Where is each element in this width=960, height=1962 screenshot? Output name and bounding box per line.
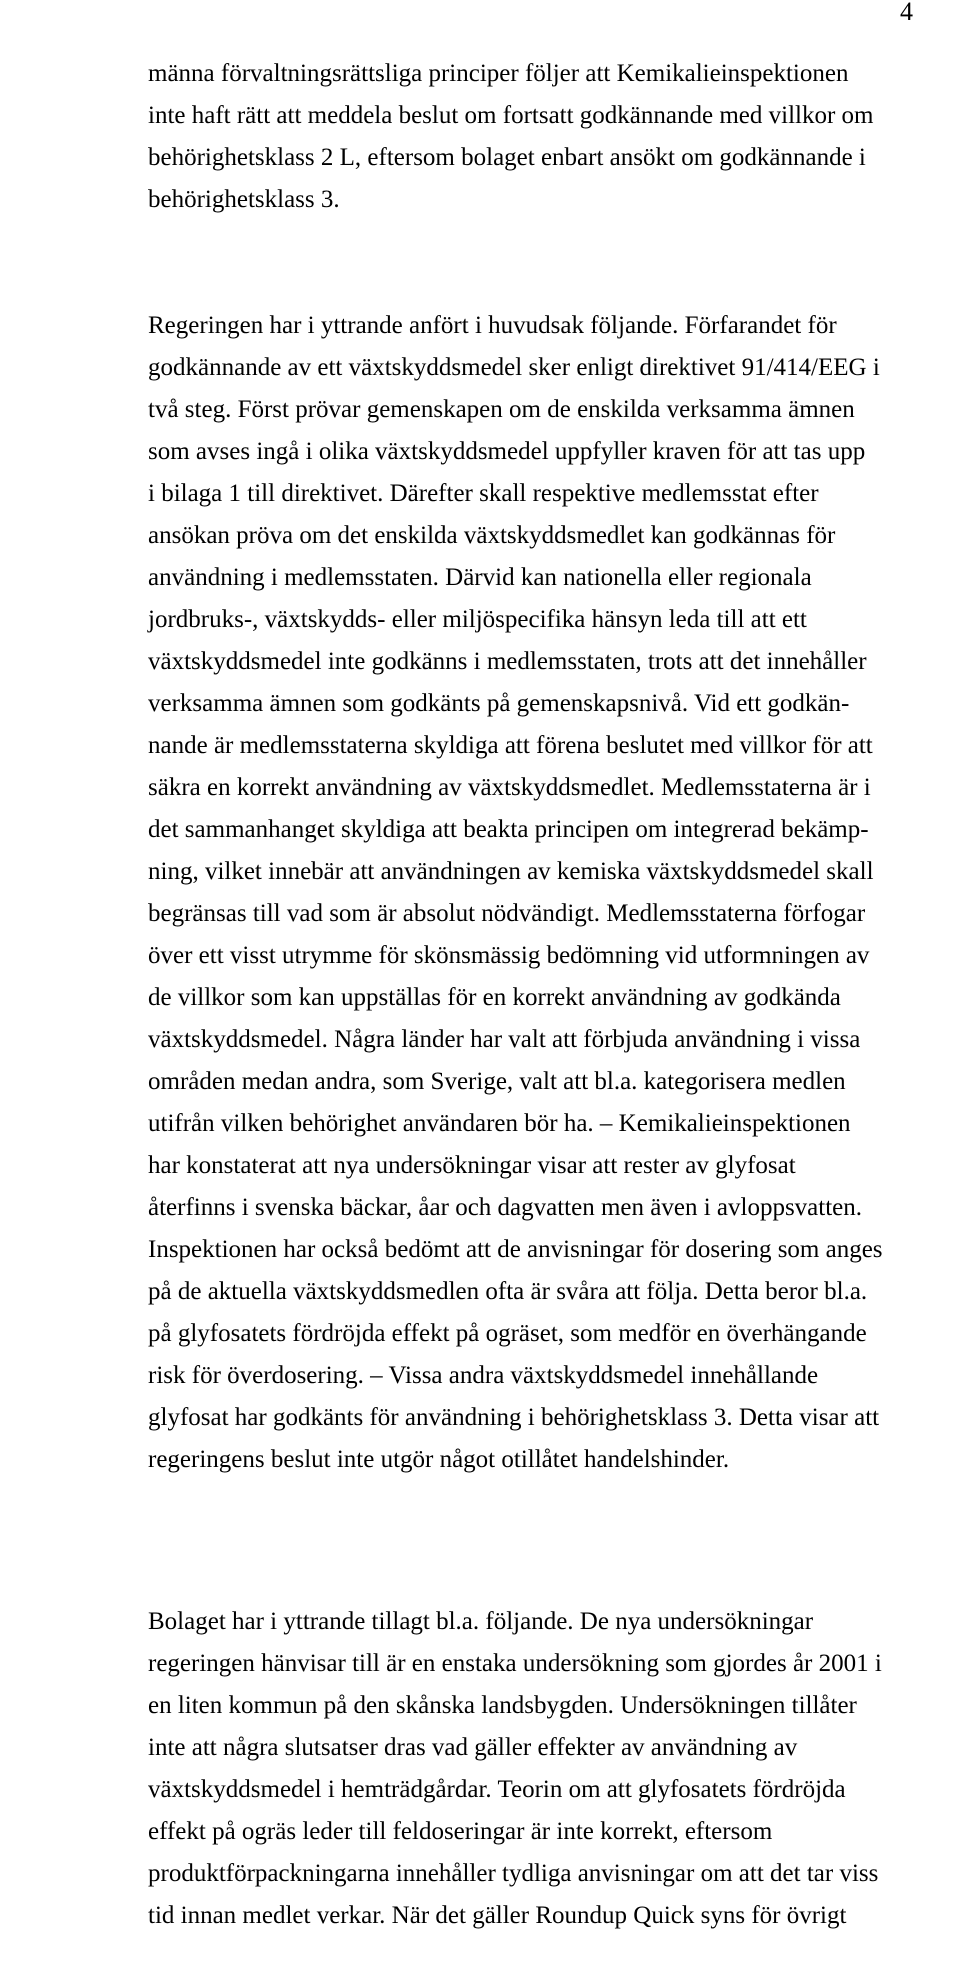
text-line: tid innan medlet verkar. När det gäller Roundup Quick syns för övrigt <box>148 1902 847 1929</box>
text-line: Regeringen har i yttrande anfört i huvudsak följande. Förfarandet för <box>148 312 837 339</box>
text-line: två steg. Först prövar gemenskapen om de enskilda verksamma ämnen <box>148 396 855 423</box>
text-line: regeringens beslut inte utgör något otillåtet handelshinder. <box>148 1446 730 1473</box>
text-line: inte haft rätt att meddela beslut om fortsatt godkännande med villkor om <box>148 102 874 129</box>
text-line: på glyfosatets fördröjda effekt på ogräset, som medför en överhängande <box>148 1320 867 1347</box>
text-line: som avses ingå i olika växtskyddsmedel uppfyller kraven för att tas upp <box>148 438 866 465</box>
text-line: områden medan andra, som Sverige, valt att bl.a. kategorisera medlen <box>148 1068 846 1095</box>
text-line: inte att några slutsatser dras vad gäller effekter av användning av <box>148 1734 798 1761</box>
text-line: ning, vilket innebär att användningen av kemiska växtskyddsmedel skall <box>148 858 874 885</box>
text-line: begränsas till vad som är absolut nödvändigt. Medlemsstaterna förfogar <box>148 900 866 927</box>
text-line: har konstaterat att nya undersökningar visar att rester av glyfosat <box>148 1152 796 1179</box>
text-line: växtskyddsmedel i hemträdgårdar. Teorin om att glyfosatets fördröjda <box>148 1776 846 1803</box>
page-number: 4 <box>900 0 913 26</box>
text-line: jordbruks-, växtskydds- eller miljöspecifika hänsyn leda till att ett <box>148 606 807 633</box>
text-line: över ett visst utrymme för skönsmässig bedömning vid utformningen av <box>148 942 870 969</box>
text-line: växtskyddsmedel. Några länder har valt att förbjuda användning i vissa <box>148 1026 861 1053</box>
text-line: de villkor som kan uppställas för en korrekt användning av godkända <box>148 984 841 1011</box>
text-line: växtskyddsmedel inte godkänns i medlemsstaten, trots att det innehåller <box>148 648 867 675</box>
paragraph-2 <box>148 305 948 1481</box>
text-line: utifrån vilken behörighet användaren bör ha. – Kemikalieinspektionen <box>148 1110 851 1137</box>
text-line: återfinns i svenska bäckar, åar och dagvatten men även i avloppsvatten. <box>148 1194 863 1221</box>
text-line: på de aktuella växtskyddsmedlen ofta är svåra att följa. Detta beror bl.a. <box>148 1278 868 1305</box>
text-line: glyfosat har godkänts för användning i behörighetsklass 3. Detta visar att <box>148 1404 880 1431</box>
text-line: verksamma ämnen som godkänts på gemenskapsnivå. Vid ett godkän- <box>148 690 850 717</box>
text-line: produktförpackningarna innehåller tydliga anvisningar om att det tar viss <box>148 1860 879 1887</box>
text-line: nande är medlemsstaterna skyldiga att förena beslutet med villkor för att <box>148 732 873 759</box>
text-line: godkännande av ett växtskyddsmedel sker enligt direktivet 91/414/EEG i <box>148 354 880 381</box>
text-line: det sammanhanget skyldiga att beakta principen om integrerad bekämp- <box>148 816 869 843</box>
paragraph-3 <box>148 1601 948 1937</box>
text-line: i bilaga 1 till direktivet. Därefter skall respektive medlemsstat efter <box>148 480 819 507</box>
text-line: effekt på ogräs leder till feldoseringar är inte korrekt, eftersom <box>148 1818 773 1845</box>
text-line: ansökan pröva om det enskilda växtskyddsmedlet kan godkännas för <box>148 522 836 549</box>
text-line: männa förvaltningsrättsliga principer följer att Kemikalieinspektionen <box>148 60 849 87</box>
text-line: Inspektionen har också bedömt att de anvisningar för dosering som anges <box>148 1236 883 1263</box>
text-line: behörighetsklass 3. <box>148 186 340 213</box>
text-line: Bolaget har i yttrande tillagt bl.a. följande. De nya undersökningar <box>148 1608 814 1635</box>
text-line: en liten kommun på den skånska landsbygden. Undersökningen tillåter <box>148 1692 857 1719</box>
paragraph-1 <box>148 53 948 221</box>
text-line: behörighetsklass 2 L, eftersom bolaget enbart ansökt om godkännande i <box>148 144 866 171</box>
text-line: säkra en korrekt användning av växtskyddsmedlet. Medlemsstaterna är i <box>148 774 871 801</box>
text-line: risk för överdosering. – Vissa andra växtskyddsmedel innehållande <box>148 1362 819 1389</box>
text-line: användning i medlemsstaten. Därvid kan nationella eller regionala <box>148 564 812 591</box>
text-line: regeringen hänvisar till är en enstaka undersökning som gjordes år 2001 i <box>148 1650 882 1677</box>
